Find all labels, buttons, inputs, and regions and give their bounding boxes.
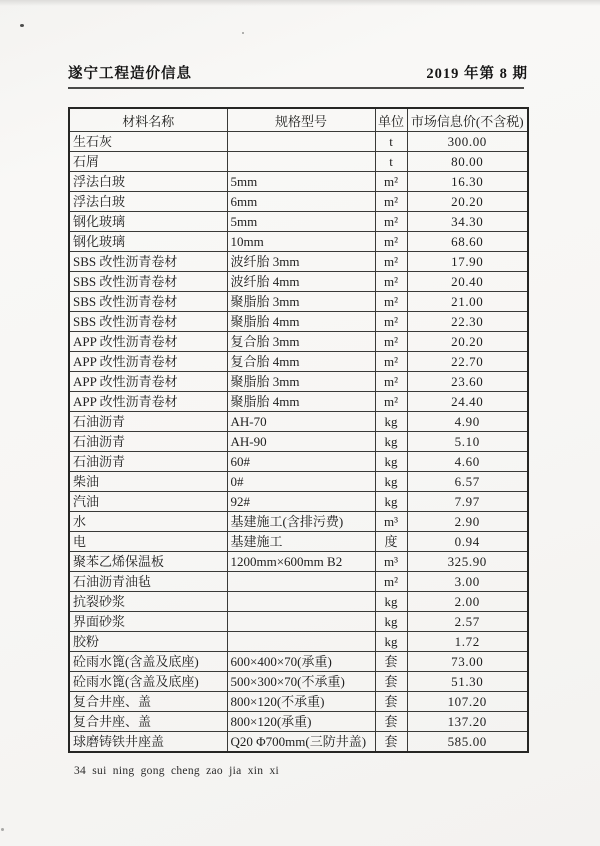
page-title: 遂宁工程造价信息: [68, 66, 192, 82]
cell-unit: kg: [375, 432, 407, 452]
cell-spec: 800×120(承重): [227, 712, 375, 732]
cell-material: APP 改性沥青卷材: [69, 332, 227, 352]
cell-material: 抗裂砂浆: [69, 592, 227, 612]
cell-price: 21.00: [407, 292, 528, 312]
table-row: [69, 192, 528, 212]
cell-price: 23.60: [407, 372, 528, 392]
cell-material: 界面砂浆: [69, 612, 227, 632]
table-row: [69, 372, 528, 392]
cell-unit: m²: [375, 392, 407, 412]
cell-material: APP 改性沥青卷材: [69, 392, 227, 412]
table-row: [69, 512, 528, 532]
cell-spec: 聚脂胎 3mm: [227, 372, 375, 392]
table-row: [69, 552, 528, 572]
price-table-body: [69, 132, 528, 753]
table-row: [69, 212, 528, 232]
cell-unit: m²: [375, 332, 407, 352]
cell-unit: kg: [375, 632, 407, 652]
table-row: [69, 232, 528, 252]
table-row: [69, 252, 528, 272]
cell-material: 生石灰: [69, 132, 227, 152]
table-row: [69, 392, 528, 412]
table-row: [69, 352, 528, 372]
cell-unit: 套: [375, 672, 407, 692]
cell-spec: 600×400×70(承重): [227, 652, 375, 672]
cell-material: APP 改性沥青卷材: [69, 372, 227, 392]
cell-price: 325.90: [407, 552, 528, 572]
cell-price: 4.90: [407, 412, 528, 432]
cell-price: 24.40: [407, 392, 528, 412]
cell-price: 51.30: [407, 672, 528, 692]
cell-spec: 复合胎 3mm: [227, 332, 375, 352]
col-header-unit: 单位: [375, 108, 407, 132]
table-row: [69, 692, 528, 712]
cell-unit: kg: [375, 492, 407, 512]
page-footer: 34 sui ning gong cheng zao jia xin xi: [74, 765, 280, 777]
cell-price: 1.72: [407, 632, 528, 652]
cell-unit: kg: [375, 592, 407, 612]
cell-material: 石油沥青: [69, 452, 227, 472]
cell-material: SBS 改性沥青卷材: [69, 252, 227, 272]
cell-material: 复合井座、盖: [69, 712, 227, 732]
table-row: [69, 572, 528, 592]
table-row: [69, 632, 528, 652]
cell-unit: t: [375, 132, 407, 152]
cell-price: 107.20: [407, 692, 528, 712]
table-row: [69, 492, 528, 512]
cell-material: 石油沥青: [69, 412, 227, 432]
cell-price: 3.00: [407, 572, 528, 592]
table-row: [69, 432, 528, 452]
cell-material: 复合井座、盖: [69, 692, 227, 712]
cell-spec: 基建施工: [227, 532, 375, 552]
cell-material: SBS 改性沥青卷材: [69, 312, 227, 332]
cell-spec: 92#: [227, 492, 375, 512]
cell-unit: kg: [375, 452, 407, 472]
cell-spec: 60#: [227, 452, 375, 472]
cell-price: 68.60: [407, 232, 528, 252]
table-row: [69, 712, 528, 732]
cell-spec: [227, 132, 375, 152]
cell-unit: m²: [375, 272, 407, 292]
table-row: [69, 152, 528, 172]
cell-unit: kg: [375, 472, 407, 492]
price-table-head: [69, 108, 528, 132]
table-row: [69, 472, 528, 492]
cell-unit: m²: [375, 292, 407, 312]
cell-material: 砼雨水篦(含盖及底座): [69, 672, 227, 692]
cell-spec: 复合胎 4mm: [227, 352, 375, 372]
cell-unit: m²: [375, 172, 407, 192]
cell-unit: m²: [375, 372, 407, 392]
cell-spec: [227, 632, 375, 652]
cell-spec: 5mm: [227, 212, 375, 232]
cell-unit: 套: [375, 732, 407, 753]
cell-material: 浮法白玻: [69, 192, 227, 212]
cell-unit: 套: [375, 692, 407, 712]
cell-price: 20.40: [407, 272, 528, 292]
cell-material: 石油沥青: [69, 432, 227, 452]
table-row: [69, 612, 528, 632]
cell-spec: 10mm: [227, 232, 375, 252]
cell-price: 22.70: [407, 352, 528, 372]
cell-unit: m²: [375, 352, 407, 372]
price-table: [68, 107, 529, 753]
cell-spec: [227, 592, 375, 612]
cell-unit: t: [375, 152, 407, 172]
cell-spec: 500×300×70(不承重): [227, 672, 375, 692]
col-header-material: 材料名称: [69, 108, 227, 132]
col-header-price: 市场信息价(不含税): [407, 108, 528, 132]
cell-material: 聚苯乙烯保温板: [69, 552, 227, 572]
cell-unit: 套: [375, 712, 407, 732]
cell-material: SBS 改性沥青卷材: [69, 292, 227, 312]
cell-price: 16.30: [407, 172, 528, 192]
cell-material: SBS 改性沥青卷材: [69, 272, 227, 292]
table-row: [69, 132, 528, 152]
page-header: [68, 62, 528, 82]
table-header-row: [69, 108, 528, 132]
cell-material: 钢化玻璃: [69, 212, 227, 232]
cell-material: 水: [69, 512, 227, 532]
cell-spec: 5mm: [227, 172, 375, 192]
cell-price: 20.20: [407, 332, 528, 352]
cell-material: 石屑: [69, 152, 227, 172]
cell-price: 5.10: [407, 432, 528, 452]
cell-material: 柴油: [69, 472, 227, 492]
cell-spec: [227, 572, 375, 592]
cell-material: 胶粉: [69, 632, 227, 652]
scan-speck: [242, 32, 244, 34]
cell-price: 34.30: [407, 212, 528, 232]
cell-spec: [227, 612, 375, 632]
cell-spec: 聚脂胎 4mm: [227, 392, 375, 412]
col-header-spec: 规格型号: [227, 108, 375, 132]
scan-speck: [1, 828, 4, 831]
cell-price: 300.00: [407, 132, 528, 152]
cell-price: 0.94: [407, 532, 528, 552]
cell-spec: AH-70: [227, 412, 375, 432]
cell-material: 石油沥青油毡: [69, 572, 227, 592]
table-row: [69, 672, 528, 692]
table-row: [69, 412, 528, 432]
header-rule: [68, 87, 524, 89]
table-row: [69, 272, 528, 292]
cell-material: 汽油: [69, 492, 227, 512]
cell-unit: m²: [375, 252, 407, 272]
table-row: [69, 292, 528, 312]
table-row: [69, 532, 528, 552]
cell-unit: kg: [375, 412, 407, 432]
table-row: [69, 172, 528, 192]
cell-unit: 度: [375, 532, 407, 552]
table-row: [69, 652, 528, 672]
cell-material: 球磨铸铁井座盖: [69, 732, 227, 753]
cell-spec: 波纤胎 4mm: [227, 272, 375, 292]
cell-price: 80.00: [407, 152, 528, 172]
cell-spec: 1200mm×600mm B2: [227, 552, 375, 572]
cell-price: 73.00: [407, 652, 528, 672]
cell-spec: [227, 152, 375, 172]
cell-spec: AH-90: [227, 432, 375, 452]
cell-price: 2.00: [407, 592, 528, 612]
cell-unit: m²: [375, 572, 407, 592]
issue-label: 2019 年第 8 期: [426, 66, 528, 82]
cell-unit: m³: [375, 552, 407, 572]
cell-price: 2.90: [407, 512, 528, 532]
cell-spec: 基建施工(含排污费): [227, 512, 375, 532]
cell-price: 6.57: [407, 472, 528, 492]
cell-material: 电: [69, 532, 227, 552]
cell-spec: 波纤胎 3mm: [227, 252, 375, 272]
cell-material: 钢化玻璃: [69, 232, 227, 252]
cell-material: 砼雨水篦(含盖及底座): [69, 652, 227, 672]
cell-unit: m²: [375, 232, 407, 252]
table-row: [69, 312, 528, 332]
cell-price: 22.30: [407, 312, 528, 332]
cell-price: 17.90: [407, 252, 528, 272]
cell-price: 4.60: [407, 452, 528, 472]
cell-price: 20.20: [407, 192, 528, 212]
table-row: [69, 732, 528, 753]
cell-spec: 800×120(不承重): [227, 692, 375, 712]
cell-material: APP 改性沥青卷材: [69, 352, 227, 372]
cell-spec: Q20 Φ700mm(三防井盖): [227, 732, 375, 753]
cell-spec: 0#: [227, 472, 375, 492]
cell-spec: 聚脂胎 3mm: [227, 292, 375, 312]
cell-price: 2.57: [407, 612, 528, 632]
cell-spec: 6mm: [227, 192, 375, 212]
cell-spec: 聚脂胎 4mm: [227, 312, 375, 332]
cell-unit: 套: [375, 652, 407, 672]
cell-price: 137.20: [407, 712, 528, 732]
cell-unit: m²: [375, 212, 407, 232]
cell-price: 585.00: [407, 732, 528, 753]
cell-unit: m²: [375, 312, 407, 332]
table-row: [69, 452, 528, 472]
cell-unit: m³: [375, 512, 407, 532]
table-row: [69, 592, 528, 612]
cell-unit: kg: [375, 612, 407, 632]
cell-unit: m²: [375, 192, 407, 212]
table-row: [69, 332, 528, 352]
cell-material: 浮法白玻: [69, 172, 227, 192]
scan-speck: [20, 24, 24, 27]
cell-price: 7.97: [407, 492, 528, 512]
